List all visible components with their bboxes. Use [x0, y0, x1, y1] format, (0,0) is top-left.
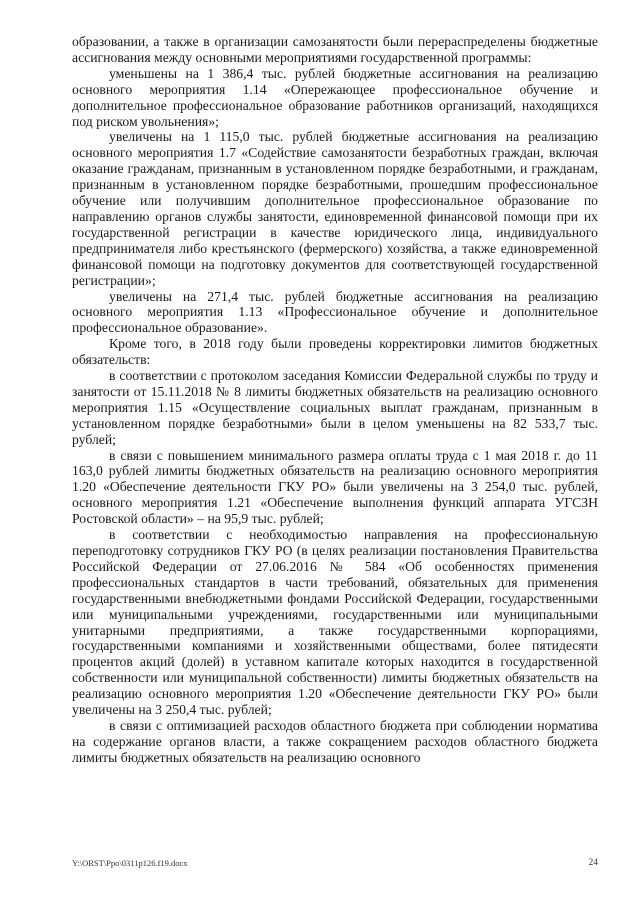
paragraph-commission-protocol: в соответствии с протоколом заседания Комиссии Федеральной службы по труду и занятости от 15.11.2018 № 8 лимиты бюджетных обязательств на реализацию основного мероприятия 1.15 «Осуществление социальных выплат гражданам, признанным в установленном порядке безработными» были в целом уменьшены на 82 533,7 тыс. рублей;	[72, 368, 598, 447]
paragraph-decrease-1-14: уменьшены на 1 386,4 тыс. рублей бюджетные ассигнования на реализацию основного мероприятия 1.14 «Опережающее профессиональное обучение и дополнительное профессиональное образование работников организаций, находящихся под риском увольнения»;	[72, 65, 598, 129]
paragraph-minimum-wage: в связи с повышением минимального размера оплаты труда с 1 мая 2018 г. до 11 163,0 рублей лимиты бюджетных обязательств на реализацию основного мероприятия 1.20 «Обеспечение деятельности ГКУ РО» были увеличены на 3 254,0 тыс. рублей, основного мероприятия 1.21 «Обеспечение выполнения функций аппарата УГСЗН Ростовской области» – на 95,9 тыс. рублей;	[72, 447, 598, 527]
page-number: 24	[588, 858, 598, 868]
paragraph-continuation: образовании, а также в организации самозанятости были перераспределены бюджетные ассигнования между основными мероприятиями государственной программы:	[72, 34, 598, 65]
paragraph-limit-adjustments: Кроме того, в 2018 году были проведены корректировки лимитов бюджетных обязательств:	[72, 336, 598, 368]
paragraph-retraining: в соответствии с необходимостью направления на профессиональную переподготовку сотрудников ГКУ РО (в целях реализации постановления Правительства Российской Федерации от 27.06.2016 № 584 «Об особенностях применения профессиональных стандартов в части требований, обязательных для применения государственными внебюджетными фондами Российской Федерации, государственными или муниципальными учреждениями, государственными или муниципальными унитарными предприятиями, а также государственными корпорациями, государственными компаниями и хозяйственными обществами, более пятидесяти процентов акций (долей) в уставном капитале которых находится в государственной собственности или муниципальной собственности) лимиты бюджетных обязательств на реализацию основного мероприятия 1.20 «Обеспечение деятельности ГКУ РО» были увеличены на 3 250,4 тыс. рублей;	[72, 527, 598, 718]
document-page	[72, 34, 598, 766]
paragraph-increase-1-7: увеличены на 1 115,0 тыс. рублей бюджетные ассигнования на реализацию основного мероприятия 1.7 «Содействие самозанятости безработных граждан, включая оказание гражданам, признанным в установленном порядке безработными, и гражданам, признанным в установленном порядке безработными, прошедшим профессиональное обучение или получившим дополнительное профессиональное образование по направлению органов службы занятости, единовременной финансовой помощи при их государственной регистрации в качестве юридического лица, индивидуального предпринимателя либо крестьянского (фермерского) хозяйства, а также единовременной финансовой помощи на подготовку документов для соответствующей государственной регистрации»;	[72, 129, 598, 288]
file-path: Y:\ORST\Ppo\0311p126.f19.docx	[72, 858, 188, 868]
paragraph-optimization: в связи с оптимизацией расходов областного бюджета при соблюдении норматива на содержание органов власти, а также сокращением расходов областного бюджета лимиты бюджетных обязательств на реализацию основного	[72, 717, 598, 765]
paragraph-increase-1-13: увеличены на 271,4 тыс. рублей бюджетные ассигнования на реализацию основного мероприятия 1.13 «Профессиональное обучение и дополнительное профессиональное образование».	[72, 288, 598, 336]
